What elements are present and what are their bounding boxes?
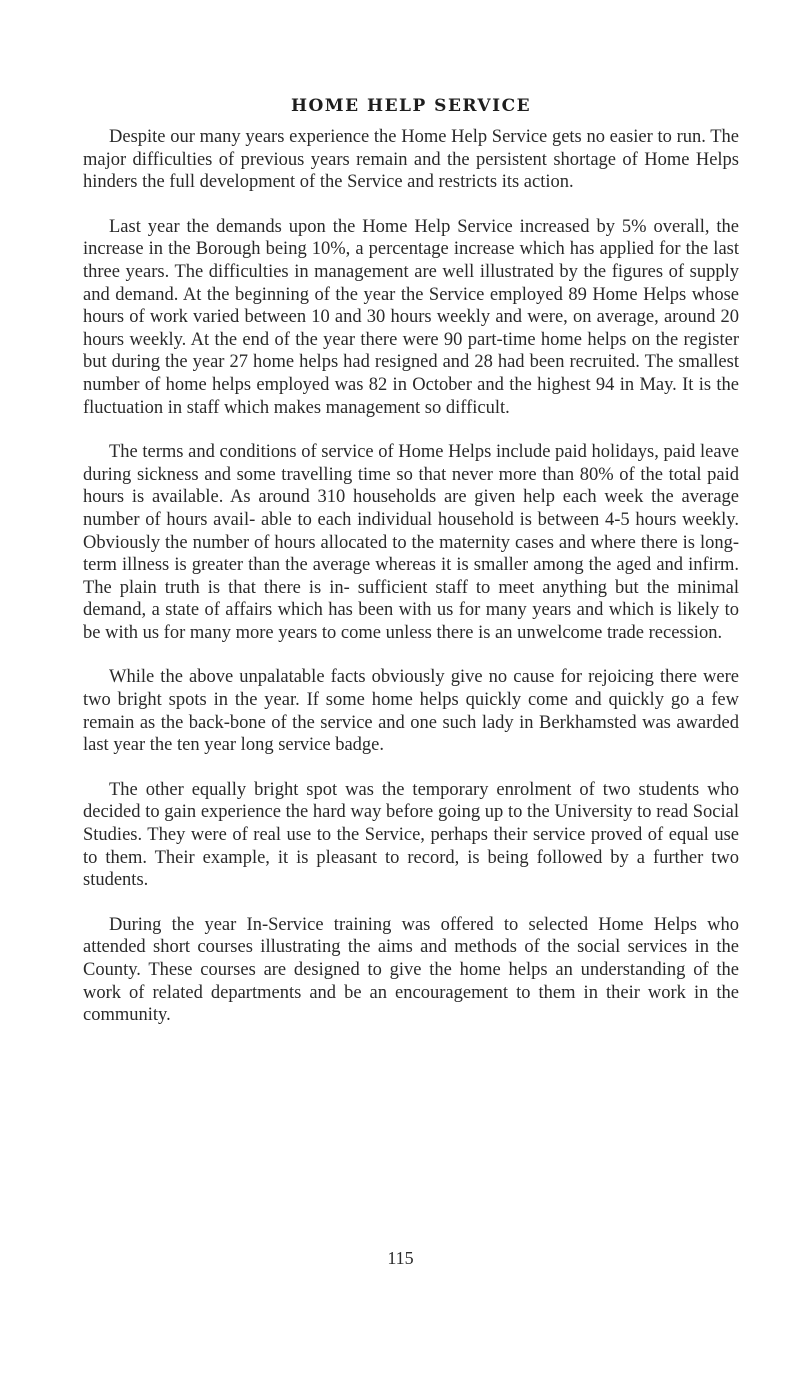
paragraph-4: While the above unpalatable facts obviously give no cause for rejoicing there were two bright spots in the year. If some home helps quickly come and quickly go a few remain as the back-bone of the service and one such lady in Berkhamsted was awarded last year the ten year long service badge. (83, 667, 739, 756)
paragraph-2: Last year the demands upon the Home Help Service increased by 5% overall, the increase in the Borough being 10%, a percentage increase which has applied for the last three years. The difficulties in management are well illustrated by the figures of supply and demand. At the beginning of the year the Service employed 89 Home Helps whose hours of work varied between 10 and 30 hours weekly and were, on average, around 20 hours weekly. At the end of the year there were 90 part-time home helps on the register but during the year 27 home helps had resigned and 28 had been recruited. The smallest number of home helps employed was 82 in October and the highest 94 in May. It is the fluctuation in staff which makes management so difficult. (83, 216, 739, 418)
document-page (83, 96, 739, 1049)
paragraph-1: Despite our many years experience the Home Help Service gets no easier to run. The major difficulties of previous years remain and the persistent shortage of Home Helps hinders the full development of the Service and restricts its action. (83, 127, 739, 193)
page-title: HOME HELP SERVICE (290, 96, 532, 116)
paragraph-3: The terms and conditions of service of Home Helps include paid holidays, paid leave during sickness and some travelling time so that never more than 80% of the total paid hours is available. As around 310 households are given help each week the average number of hours avail- able to each individual household is between 4-5 hours weekly. Obviously the number of hours allocated to the maternity cases and where there is long-term illness is greater than the average whereas it is smaller among the aged and infirm. The plain truth is that there is in- sufficient staff to meet anything but the minimal demand, a state of affairs which has been with us for many years and which is likely to be with us for many more years to come unless there is an unwelcome trade recession. (83, 442, 739, 643)
page-number: 115 (387, 1248, 414, 1268)
paragraph-5: The other equally bright spot was the temporary enrolment of two students who decided to gain experience the hard way before going up to the University to read Social Studies. They were of real use to the Service, perhaps their service proved of equal use to them. Their example, it is pleasant to record, is being followed by a further two students. (83, 779, 739, 891)
paragraph-6: During the year In-Service training was offered to selected Home Helps who attended short courses illustrating the aims and methods of the social services in the County. These courses are designed to give the home helps an understanding of the work of related departments and be an encouragement to them in their work in the community. (83, 914, 739, 1026)
